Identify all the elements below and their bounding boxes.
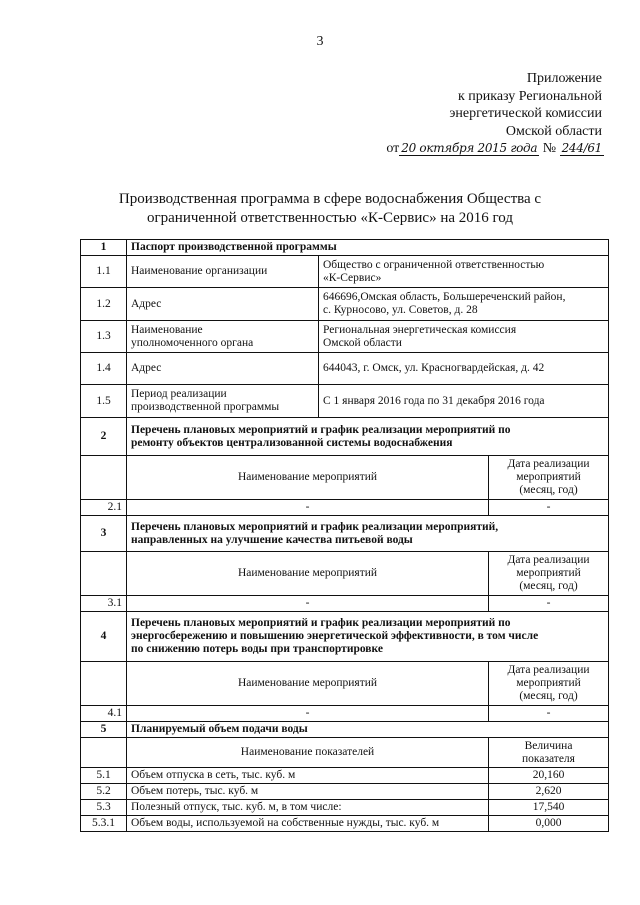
row-name: Объем потерь, тыс. куб. м [127,784,489,800]
header-line: Величина [524,739,573,752]
row-name: Полезный отпуск, тыс. куб. м, в том числе: [127,800,489,816]
row-date: - [489,500,609,516]
table-row [81,353,609,385]
row-name: - [127,596,489,612]
row-value: 20,160 [489,768,609,784]
title-line: ограниченной ответственностью «К-Сервис» на 2016 год [147,210,513,226]
value-line: «К-Сервис» [323,271,382,284]
table-row [81,768,609,784]
header-line: показателя [522,752,575,765]
section-heading [127,516,609,552]
empty-cell [81,662,127,706]
title-line: Производственная программа в сфере водоснабжения Общества с [118,191,542,207]
row-label: Наименование организации [127,256,319,288]
row-number: 5.3 [81,800,127,816]
value-line: Общество с ограниченной ответственностью [323,258,545,271]
heading-line: ремонту объектов централизованной системы водоснабжения [131,436,453,449]
row-value: С 1 января 2016 года по 31 декабря 2016 года [319,385,609,418]
header-line: Дата реализации [507,664,590,676]
header-line: мероприятий [516,471,581,483]
heading-line: направленных на улучшение качества питьевой воды [131,533,413,546]
column-header-row [81,662,609,706]
order-prefix: от [386,141,400,156]
row-name: - [127,706,489,722]
table-row [81,706,609,722]
section-number: 4 [81,612,127,662]
row-label: Адрес [127,353,319,385]
appendix-line: Омской области [505,123,602,139]
row-number: 1.1 [81,256,127,288]
row-number: 5.1 [81,768,127,784]
row-number: 3.1 [81,596,127,612]
section-heading [127,418,609,456]
document-title [0,190,640,228]
column-header-name: Наименование мероприятий [127,456,489,500]
row-number: 1.2 [81,288,127,321]
page-number: 3 [316,34,324,49]
row-value: 17,540 [489,800,609,816]
row-value: 644043, г. Омск, ул. Красногвардейская, д. 42 [319,353,609,385]
heading-line: по снижению потерь воды при транспортировке [131,643,383,655]
section-heading: Паспорт производственной программы [127,240,609,256]
order-number-label: № [542,141,557,156]
label-line: производственной программы [131,401,280,413]
section-number: 1 [81,240,127,256]
value-line: Региональная энергетическая комиссия [323,323,517,336]
section-3-header [81,516,609,552]
label-line: Наименование [131,323,203,336]
row-date: - [489,596,609,612]
row-value: 0,000 [489,816,609,832]
table-row [81,256,609,288]
appendix-block [449,70,602,140]
column-header-value [489,738,609,768]
appendix-line: энергетической комиссии [449,106,602,121]
row-number: 4.1 [81,706,127,722]
empty-cell [81,456,127,500]
row-number: 5.3.1 [81,816,127,832]
column-header-name: Наименование показателей [127,738,489,768]
table-row [81,385,609,418]
section-heading: Планируемый объем подачи воды [127,722,609,738]
production-program-table [80,239,609,832]
order-reference [386,141,604,157]
value-line: 646696,Омская область, Большереченский район, [323,291,566,303]
heading-line: Перечень плановых мероприятий и график реализации мероприятий по [131,617,511,629]
row-value [319,288,609,321]
header-line: (месяц, год) [519,690,578,702]
value-line: с. Курносово, ул. Советов, д. 28 [323,304,478,316]
table-row [81,800,609,816]
header-line: (месяц, год) [519,580,578,592]
row-value [319,321,609,353]
section-number: 3 [81,516,127,552]
column-header-row [81,552,609,596]
row-value: 2,620 [489,784,609,800]
header-line: мероприятий [516,677,581,689]
section-5-header [81,722,609,738]
table-row [81,321,609,353]
row-number: 5.2 [81,784,127,800]
column-header-date [489,456,609,500]
row-label [127,321,319,353]
section-2-header [81,418,609,456]
appendix-line: к приказу Региональной [457,88,602,104]
row-label [127,385,319,418]
row-name: Объем отпуска в сеть, тыс. куб. м [127,768,489,784]
row-number: 1.5 [81,385,127,418]
column-header-name: Наименование мероприятий [127,662,489,706]
column-header-name: Наименование мероприятий [127,552,489,596]
order-number-handwritten: 244/61 [561,141,602,155]
table-row [81,784,609,800]
header-line: (месяц, год) [519,484,578,496]
column-header-row [81,738,609,768]
table-row [81,816,609,832]
label-line: уполномоченного органа [131,336,254,349]
order-date-handwritten: 20 октября 2015 года [401,141,538,155]
table-row [81,500,609,516]
column-header-date [489,552,609,596]
table-row [81,596,609,612]
row-number: 1.3 [81,321,127,353]
header-line: мероприятий [516,567,581,579]
header-line: Дата реализации [507,554,590,566]
row-name: - [127,500,489,516]
heading-line: Перечень плановых мероприятий и график реализации мероприятий по [131,423,511,436]
header-line: Дата реализации [507,458,590,470]
column-header-date [489,662,609,706]
section-number: 5 [81,722,127,738]
row-number: 2.1 [81,500,127,516]
label-line: Период реализации [131,388,227,400]
table-row [81,288,609,321]
empty-cell [81,738,127,768]
row-label: Адрес [127,288,319,321]
row-number: 1.4 [81,353,127,385]
section-1-header [81,240,609,256]
row-date: - [489,706,609,722]
row-name: Объем воды, используемой на собственные нужды, тыс. куб. м [127,816,489,832]
heading-line: Перечень плановых мероприятий и график реализации мероприятий, [131,520,499,533]
section-heading [127,612,609,662]
row-value [319,256,609,288]
value-line: Омской области [323,336,402,349]
appendix-line: Приложение [526,71,602,86]
column-header-row [81,456,609,500]
section-4-header [81,612,609,662]
empty-cell [81,552,127,596]
heading-line: энергосбережению и повышению энергетической эффективности, в том числе [131,630,539,642]
section-number: 2 [81,418,127,456]
